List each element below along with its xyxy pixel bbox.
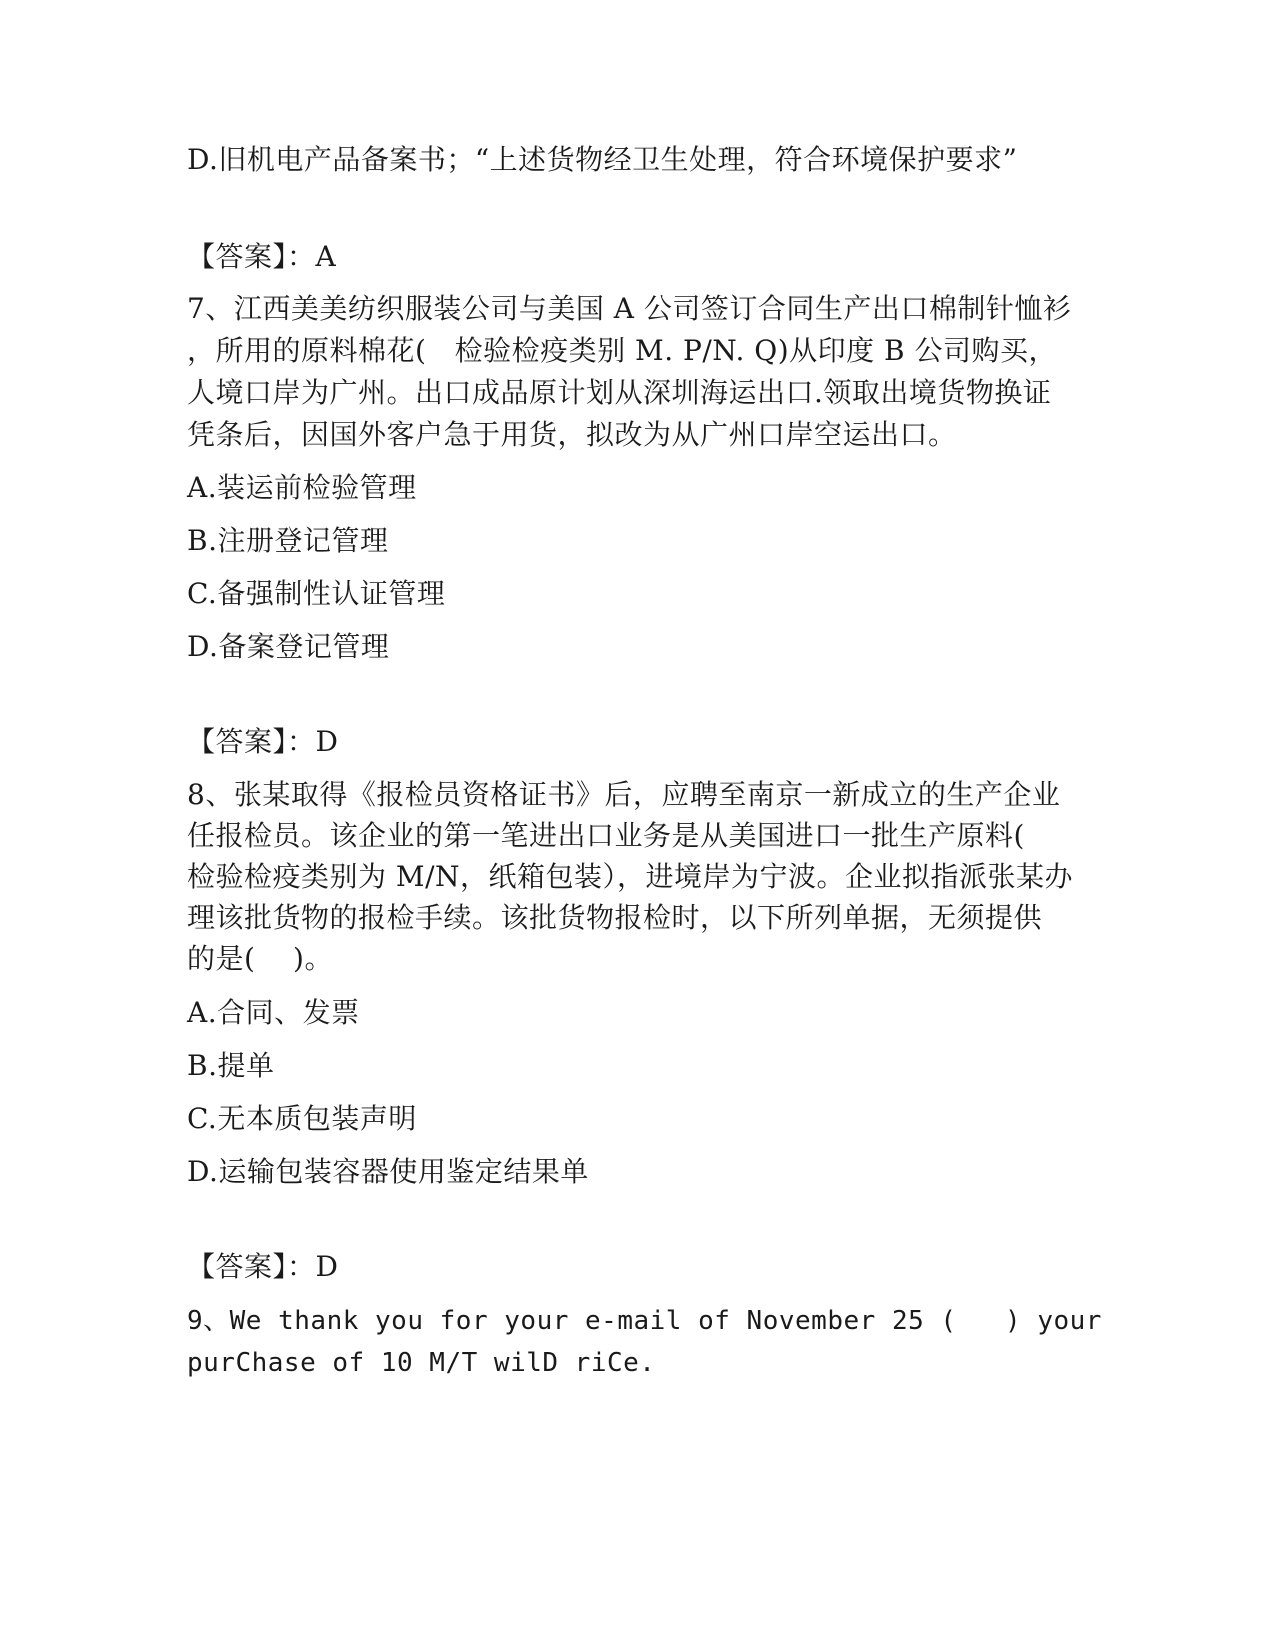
- q7-stem-line-2: ，所用的原料棉花( 检验检疫类别 M. P/N. Q)从印度 B 公司购买，: [187, 334, 1058, 367]
- q7-option-d: D.备案登记管理: [187, 630, 390, 663]
- q8-option-c: C.无本质包装声明: [187, 1102, 417, 1135]
- q8-option-d: D.运输包装容器使用鉴定结果单: [187, 1155, 589, 1188]
- q8-stem-line-2: 任报检员。该企业的第一笔进出口业务是从美国进口一批生产原料(: [187, 819, 1025, 852]
- q7-stem-line-1: 7、江西美美纺织服装公司与美国 A 公司签订合同生产出口棉制针恤衫: [187, 292, 1072, 325]
- q7-option-c: C.备强制性认证管理: [187, 577, 446, 610]
- q8-stem-line-3: 检验检疫类别为 M/N，纸箱包装），进境岸为宁波。企业拟指派张某办: [187, 860, 1074, 893]
- q7-option-b: B.注册登记管理: [187, 524, 389, 557]
- q6-option-d: D.旧机电产品备案书；“上述货物经卫生处理，符合环境保护要求”: [187, 143, 1018, 176]
- q7-option-a: A.装运前检验管理: [187, 471, 417, 504]
- q8-stem-line-4: 理该批货物的报检手续。该批货物报检时，以下所列单据，无须提供: [187, 901, 1043, 934]
- q7-stem-line-4: 凭条后，因国外客户急于用货，拟改为从广州口岸空运出口。: [187, 418, 957, 451]
- q8-option-b: B.提单: [187, 1049, 275, 1082]
- q7-answer: 【答案】：D: [187, 725, 339, 758]
- q9-stem-line-2: purChase of 10 M/T wilD riCe.: [187, 1348, 656, 1378]
- q8-option-a: A.合同、发票: [187, 996, 360, 1029]
- q8-stem-line-1: 8、张某取得《报检员资格证书》后，应聘至南京一新成立的生产企业: [187, 778, 1061, 811]
- q9-stem-line-1: 9、We thank you for your e-mail of November 25 ( ) your: [187, 1306, 1102, 1336]
- q7-stem-line-3: 人境口岸为广州。出口成品原计划从深圳海运出口.领取出境货物换证: [187, 376, 1052, 409]
- q8-stem-line-5: 的是( )。: [187, 942, 333, 975]
- q8-answer: 【答案】：D: [187, 1250, 339, 1283]
- q6-answer: 【答案】：A: [187, 240, 337, 273]
